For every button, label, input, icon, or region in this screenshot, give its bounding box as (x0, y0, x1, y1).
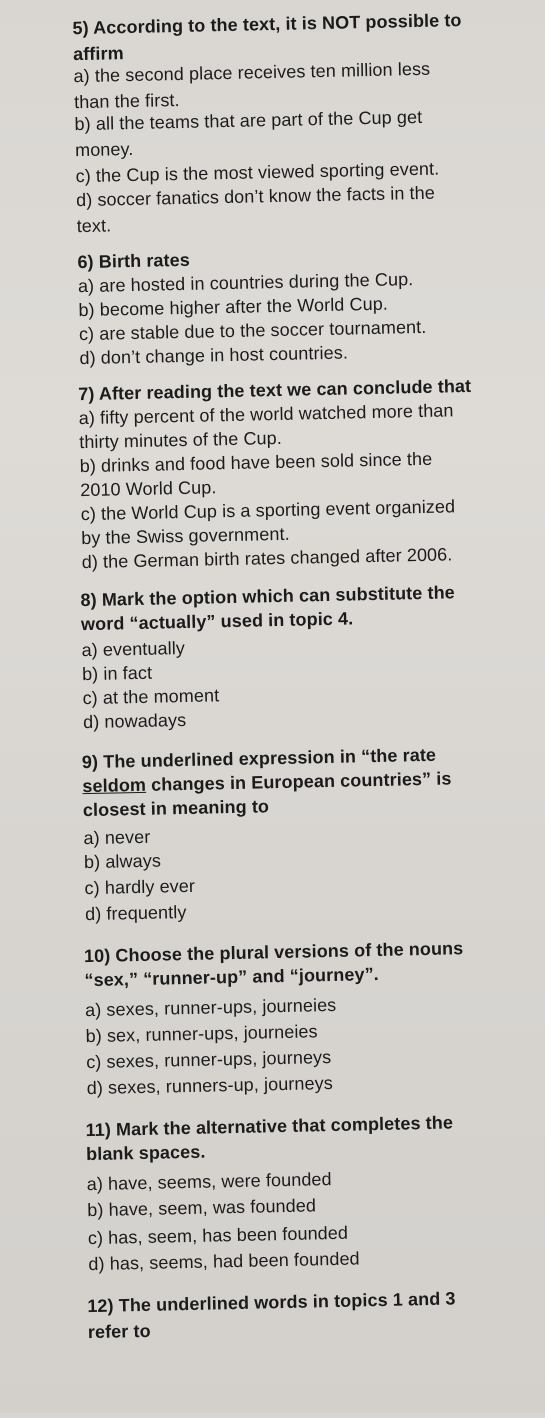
question-5-option-line: a) the second place receives ten million less (73, 58, 431, 87)
question-11-option-line: d) has, seems, had been founded (88, 1248, 360, 1275)
question-9-option-line: b) always (83, 850, 162, 873)
question-8-prompt-line: word “actually” used in topic 4. (80, 608, 354, 635)
question-9-option-line: d) frequently (84, 902, 187, 925)
question-6-option-line: a) are hosted in countries during the Cup. (77, 269, 414, 297)
question-12-prompt-line: refer to (87, 1320, 151, 1343)
question-9-prompt-line: closest in meaning to (82, 796, 270, 821)
question-7-option-line: 2010 World Cup. (80, 477, 217, 501)
question-5-option-line: than the first. (73, 89, 180, 113)
question-5-prompt-line: 5) According to the text, it is NOT possible to (72, 10, 462, 39)
question-7-option-line: d) the German birth rates changed after 2006. (81, 544, 453, 573)
question-12-prompt-line: 12) The underlined words in topics 1 and 3 (87, 1288, 456, 1317)
question-11-option-line: c) has, seem, has been founded (87, 1222, 349, 1249)
question-10-option-line: a) sexes, runner-ups, journeies (84, 994, 337, 1021)
question-5-option-line: b) all the teams that are part of the Cup get (74, 106, 423, 135)
prompt-line-rest: changes in European countries” is (145, 768, 452, 795)
question-8-option-line: c) at the moment (82, 685, 220, 709)
question-8-option-line: a) eventually (81, 637, 186, 661)
question-7-prompt-line: 7) After reading the text we can conclude that (78, 375, 472, 405)
question-5-option-line: text. (76, 215, 112, 237)
question-7-option-line: thirty minutes of the Cup. (79, 427, 283, 453)
question-10-option-line: d) sexes, runners-up, journeys (86, 1072, 334, 1099)
question-5-option-line: c) the Cup is the most viewed sporting event. (75, 158, 440, 187)
question-8-option-line: d) nowadays (82, 709, 187, 733)
question-11-option-line: a) have, seems, were founded (86, 1169, 332, 1195)
question-5-option-line: money. (74, 138, 134, 161)
question-9-option-line: c) hardly ever (84, 875, 196, 899)
question-7-option-line: a) fifty percent of the world watched more than (78, 400, 454, 429)
question-6-option-line: c) are stable due to the soccer tournament. (78, 316, 427, 345)
question-11-prompt-line: blank spaces. (85, 1141, 206, 1165)
question-8-prompt-line: 8) Mark the option which can substitute the (80, 582, 455, 611)
question-10-prompt-line: “sex,” “runner-up” and “journey”. (84, 963, 379, 991)
question-10-option-line: b) sex, runner-ups, journeies (85, 1021, 318, 1047)
question-11-prompt-line: 11) Mark the alternative that completes the (85, 1112, 454, 1141)
question-5-option-line: d) soccer fanatics don’t know the facts in the (75, 182, 436, 211)
question-8-option-line: b) in fact (81, 662, 153, 685)
question-7-option-line: c) the World Cup is a sporting event organized (80, 496, 456, 525)
question-7-option-line: by the Swiss government. (81, 523, 290, 549)
question-9-option-line: a) never (83, 826, 151, 849)
question-6-option-line: d) don’t change in host countries. (79, 342, 349, 369)
question-9-prompt-line: 9) The underlined expression in “the rate (81, 744, 437, 773)
question-10-prompt-line: 10) Choose the plural versions of the nouns (83, 938, 464, 967)
question-6-prompt-line: 6) Birth rates (77, 249, 191, 273)
question-6-option-line: b) become higher after the World Cup. (78, 293, 389, 321)
question-7-option-line: b) drinks and food have been sold since the (79, 448, 433, 477)
question-10-option-line: c) sexes, runner-ups, journeys (85, 1047, 332, 1073)
underlined-expression: seldom (82, 774, 147, 797)
question-5-prompt-line: affirm (72, 43, 124, 65)
question-11-option-line: b) have, seem, was founded (87, 1195, 317, 1221)
